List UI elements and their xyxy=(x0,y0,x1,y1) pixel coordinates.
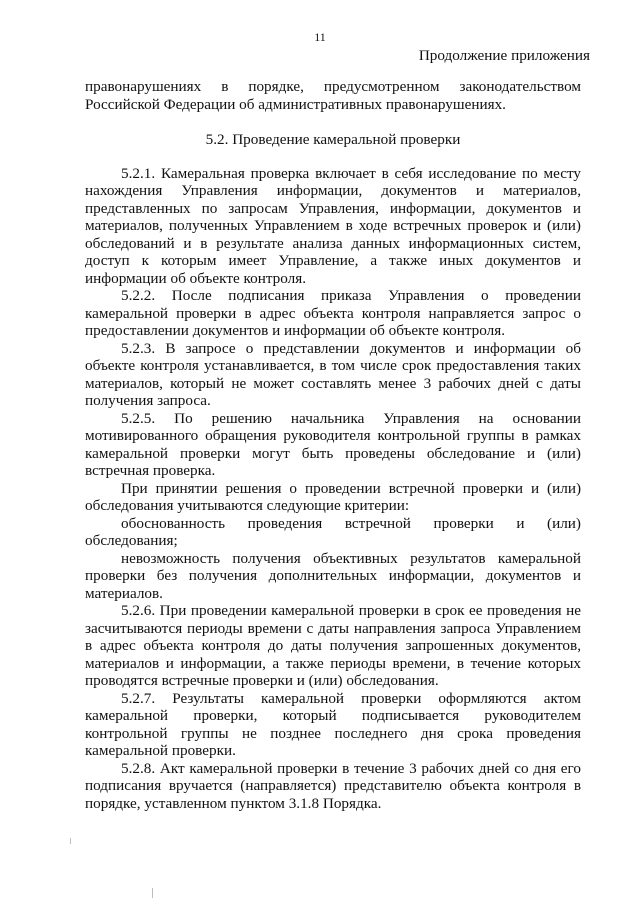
paragraph-5-2-2: 5.2.2. После подписания приказа Управления о проведении камеральной проверки в адрес объекта контроля направляется запрос о предоставлении документов и информации об объекте контроля. xyxy=(85,287,581,339)
paragraph-5-2-5: 5.2.5. По решению начальника Управления на основании мотивированного обращения руководителя контрольной группы в рамках камеральной проверки могут быть проведены обследование и (или) встречная проверка. xyxy=(85,409,581,479)
paragraph-5-2-6: 5.2.6. При проведении камеральной проверки в срок ее проведения не засчитываются периоды времени с даты направления запроса Управлением в адрес объекта контроля до даты получения запрошенных документов, материалов и информации, а также периоды времени, в течение которых проводятся встречные проверки и (или) обследования. xyxy=(85,602,581,689)
paragraph-criterion-2: невозможность получения объективных результатов камеральной проверки без получения дополнительных информации, документов и материалов. xyxy=(85,549,581,602)
section-title: 5.2. Проведение камеральной проверки xyxy=(205,131,461,148)
scan-mark xyxy=(152,888,153,898)
paragraph-5-2-1: 5.2.1. Камеральная проверка включает в себя исследование по месту нахождения Управления информации, документов и материалов, представленных по запросам Управления, информации, документов и материалов, полученных Управлением в ходе встречных проверок и (или) обследований и в результате анализа данных информационных систем, доступ к которым имеет Управление, а также иных документов и информации об объекте контроля. xyxy=(85,164,581,287)
intro-paragraph: правонарушениях в порядке, предусмотренном законодательством Российской Федерации об административных правонарушениях. xyxy=(85,78,581,113)
continuation-note: Продолжение приложения xyxy=(418,47,590,64)
paragraph-criterion-1: обоснованность проведения встречной проверки и (или) обследования; xyxy=(85,514,581,549)
paragraph-5-2-8: 5.2.8. Акт камеральной проверки в течение 3 рабочих дней со дня его подписания вручается (направляется) представителю объекта контроля в порядке, уставленном пунктом 3.1.8 Порядка. xyxy=(85,759,581,812)
paragraph-5-2-3: 5.2.3. В запросе о представлении документов и информации об объекте контроля устанавливается, в том числе срок предоставления таких материалов, который не может составлять менее 3 рабочих дней с даты получения запроса. xyxy=(85,339,581,409)
paragraph-criteria-intro: При принятии решения о проведении встречной проверки и (или) обследования учитываются следующие критерии: xyxy=(85,479,581,514)
paragraph-5-2-7: 5.2.7. Результаты камеральной проверки оформляются актом камеральной проверки, который подписывается руководителем контрольной группы не позднее последнего дня срока проведения камеральной проверки. xyxy=(85,689,581,759)
scan-mark xyxy=(70,838,71,844)
document-body xyxy=(85,78,581,812)
page-number: 11 xyxy=(314,30,326,44)
